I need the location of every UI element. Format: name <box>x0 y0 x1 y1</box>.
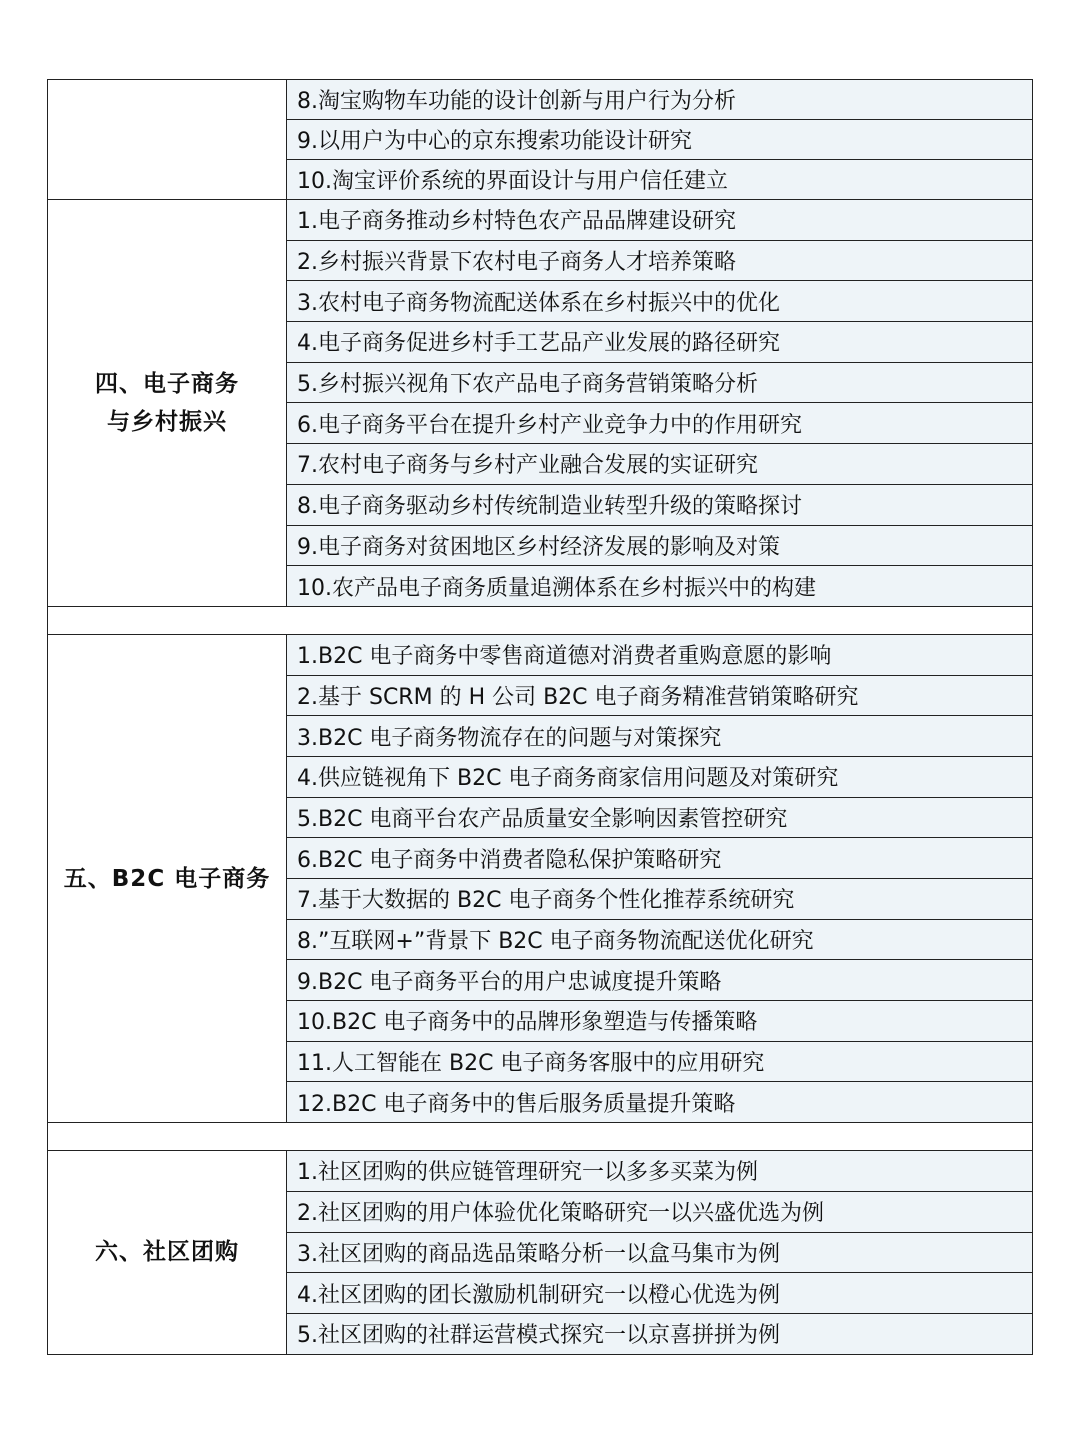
topic-item: 5.社区团购的社群运营模式探究一以京喜拼拼为例 <box>287 1313 1033 1354</box>
topic-item: 9.以用户为中心的京东搜索功能设计研究 <box>287 120 1033 160</box>
category-title-line: 四、电子商务 <box>95 370 239 397</box>
topic-item: 8.电子商务驱动乡村传统制造业转型升级的策略探讨 <box>287 484 1033 525</box>
category-cell <box>48 634 287 1122</box>
topic-item: 9.B2C 电子商务平台的用户忠诚度提升策略 <box>287 960 1033 1001</box>
section-spacer-row <box>48 606 1033 634</box>
topic-item: 11.人工智能在 B2C 电子商务客服中的应用研究 <box>287 1041 1033 1082</box>
topic-item: 3.B2C 电子商务物流存在的问题与对策探究 <box>287 716 1033 757</box>
topic-item: 2.乡村振兴背景下农村电子商务人才培养策略 <box>287 240 1033 281</box>
category-title-line: 与乡村振兴 <box>107 408 227 435</box>
topic-row <box>48 80 1033 120</box>
topic-item: 7.基于大数据的 B2C 电子商务个性化推荐系统研究 <box>287 879 1033 920</box>
topic-item: 10.淘宝评价系统的界面设计与用户信任建立 <box>287 160 1033 200</box>
topic-item: 3.农村电子商务物流配送体系在乡村振兴中的优化 <box>287 281 1033 322</box>
topic-item: 7.农村电子商务与乡村产业融合发展的实证研究 <box>287 444 1033 485</box>
topic-item: 3.社区团购的商品选品策略分析一以盒马集市为例 <box>287 1232 1033 1273</box>
category-title-line: 五、B2C 电子商务 <box>63 865 271 892</box>
topic-row <box>48 1151 1033 1192</box>
topic-item: 6.B2C 电子商务中消费者隐私保护策略研究 <box>287 838 1033 879</box>
category-cell <box>48 1151 287 1354</box>
topic-item: 10.B2C 电子商务中的品牌形象塑造与传播策略 <box>287 1001 1033 1042</box>
topics-table-body <box>48 80 1033 1355</box>
topic-item: 8.淘宝购物车功能的设计创新与用户行为分析 <box>287 80 1033 120</box>
topic-item: 5.乡村振兴视角下农产品电子商务营销策略分析 <box>287 362 1033 403</box>
category-title-line: 六、社区团购 <box>95 1239 239 1266</box>
topics-table <box>47 79 1033 1355</box>
topic-item: 2.社区团购的用户体验优化策略研究一以兴盛优选为例 <box>287 1191 1033 1232</box>
topic-item: 8.”互联网+”背景下 B2C 电子商务物流配送优化研究 <box>287 919 1033 960</box>
topic-item: 6.电子商务平台在提升乡村产业竞争力中的作用研究 <box>287 403 1033 444</box>
topic-item: 1.电子商务推动乡村特色农产品品牌建设研究 <box>287 200 1033 241</box>
category-cell <box>48 80 287 200</box>
topic-item: 4.电子商务促进乡村手工艺品产业发展的路径研究 <box>287 322 1033 363</box>
topic-item: 1.社区团购的供应链管理研究一以多多买菜为例 <box>287 1151 1033 1192</box>
topic-item: 4.社区团购的团长激励机制研究一以橙心优选为例 <box>287 1273 1033 1314</box>
section-spacer-row <box>48 1123 1033 1151</box>
topic-item: 9.电子商务对贫困地区乡村经济发展的影响及对策 <box>287 525 1033 566</box>
topic-item: 2.基于 SCRM 的 H 公司 B2C 电子商务精准营销策略研究 <box>287 675 1033 716</box>
topic-item: 10.农产品电子商务质量追溯体系在乡村振兴中的构建 <box>287 566 1033 607</box>
topic-item: 5.B2C 电商平台农产品质量安全影响因素管控研究 <box>287 797 1033 838</box>
topic-item: 1.B2C 电子商务中零售商道德对消费者重购意愿的影响 <box>287 634 1033 675</box>
category-cell <box>48 200 287 607</box>
topic-row <box>48 200 1033 241</box>
topic-row <box>48 634 1033 675</box>
section-spacer-cell <box>48 1123 1033 1151</box>
section-spacer-cell <box>48 606 1033 634</box>
topic-item: 12.B2C 电子商务中的售后服务质量提升策略 <box>287 1082 1033 1123</box>
topic-item: 4.供应链视角下 B2C 电子商务商家信用问题及对策研究 <box>287 756 1033 797</box>
